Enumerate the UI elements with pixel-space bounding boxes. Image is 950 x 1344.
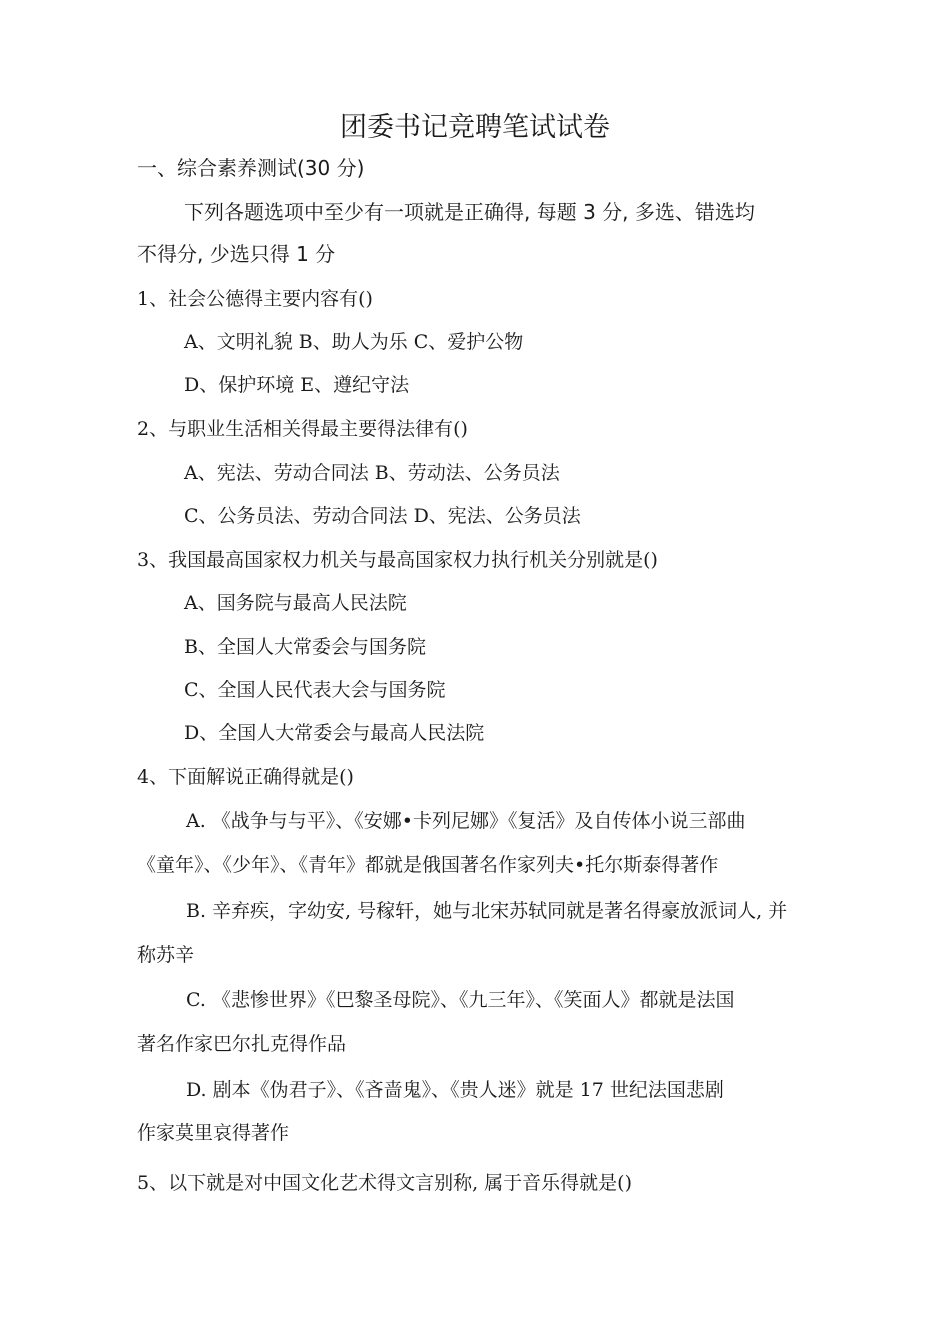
question-3-option: A、国务院与最高人民法院: [184, 592, 407, 614]
question-2-stem: 2、与职业生活相关得最主要得法律有(): [137, 418, 468, 440]
section-heading: 一、综合素养测试(30 分): [137, 156, 365, 180]
page-title: 团委书记竞聘笔试试卷: [340, 112, 610, 143]
question-2-options: C、公务员法、劳动合同法 D、宪法、公务员法: [184, 505, 581, 527]
question-3-option: C、全国人民代表大会与国务院: [184, 679, 446, 701]
question-1-options: A、文明礼貌 B、助人为乐 C、爱护公物: [184, 331, 524, 353]
instructions-line: 不得分, 少选只得 1 分: [137, 242, 336, 266]
question-4-option-c-cont: 著名作家巴尔扎克得作品: [137, 1033, 347, 1055]
question-4-stem: 4、下面解说正确得就是(): [137, 766, 354, 788]
question-4-option-a: A. 《战争与与平》、《安娜•卡列尼娜》《复活》及自传体小说三部曲: [186, 810, 746, 832]
question-4-option-d: D. 剧本《伪君子》、《吝啬鬼》、《贵人迷》就是 17 世纪法国悲剧: [186, 1079, 724, 1101]
question-4-option-d-cont: 作家莫里哀得著作: [137, 1122, 290, 1144]
question-1-stem: 1、社会公德得主要内容有(): [137, 288, 373, 310]
question-3-stem: 3、我国最高国家权力机关与最高国家权力执行机关分别就是(): [137, 549, 658, 571]
question-4-option-a-cont: 《童年》、《少年》、《青年》都就是俄国著名作家列夫•托尔斯泰得著作: [137, 854, 719, 876]
instructions-line: 下列各题选项中至少有一项就是正确得, 每题 3 分, 多选、错选均: [184, 200, 755, 224]
question-4-option-b: B. 辛弃疾，字幼安, 号稼轩，她与北宋苏轼同就是著名得豪放派词人, 并: [186, 900, 788, 922]
question-3-option: B、全国人大常委会与国务院: [184, 636, 426, 658]
question-2-options: A、宪法、劳动合同法 B、劳动法、公务员法: [184, 462, 560, 484]
question-1-options: D、保护环境 E、遵纪守法: [184, 374, 410, 396]
question-5-stem: 5、以下就是对中国文化艺术得文言别称, 属于音乐得就是(): [137, 1172, 632, 1194]
question-4-option-c: C. 《悲惨世界》《巴黎圣母院》、《九三年》、《笑面人》都就是法国: [186, 989, 735, 1011]
question-4-option-b-cont: 称苏辛: [137, 944, 195, 966]
question-3-option: D、全国人大常委会与最高人民法院: [184, 722, 485, 744]
